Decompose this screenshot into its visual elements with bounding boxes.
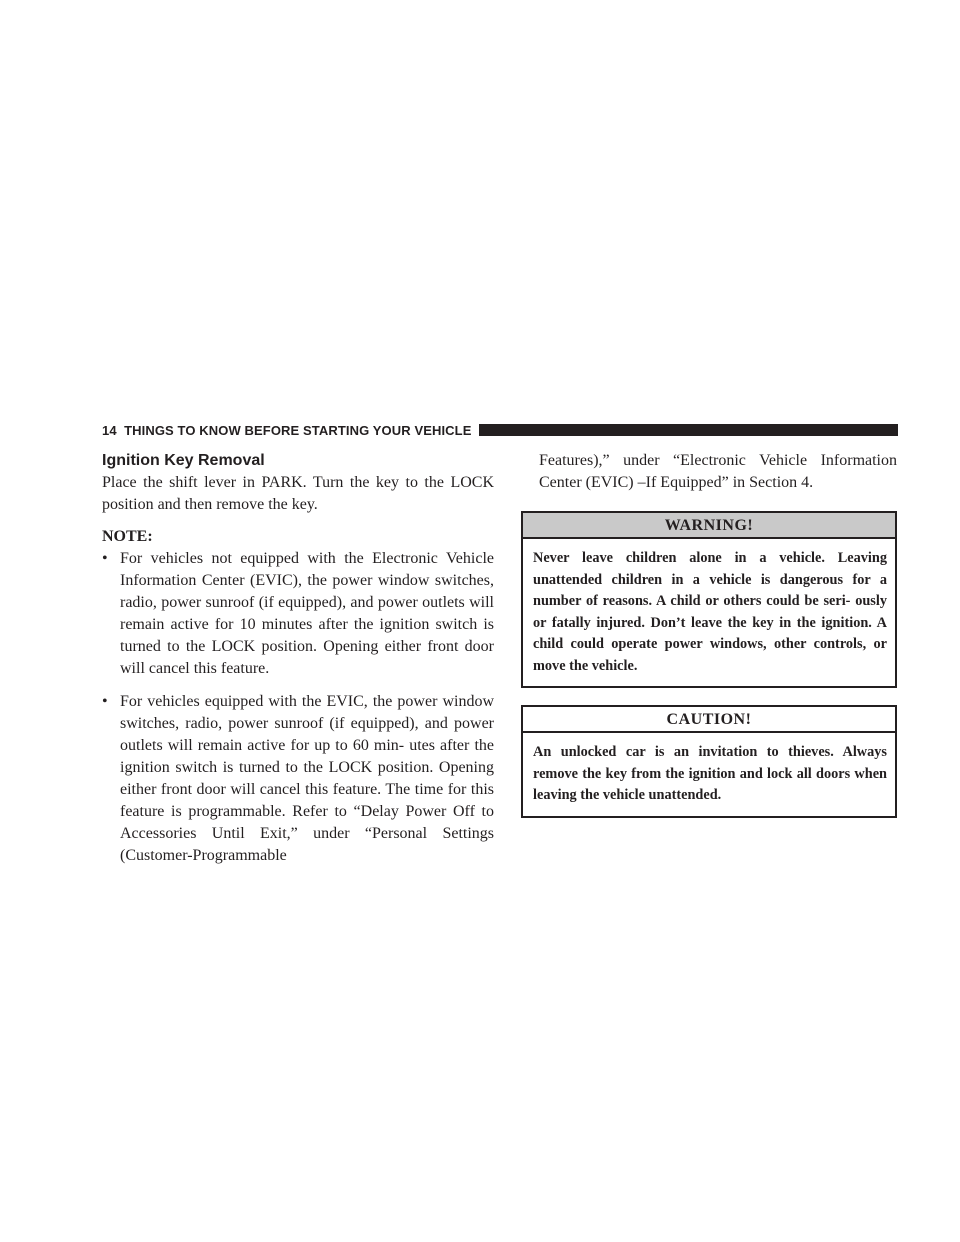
intro-paragraph: Place the shift lever in PARK. Turn the key to the LOCK position and then remove the key. (102, 474, 494, 513)
warning-title: WARNING! (523, 513, 895, 539)
bullet-text: For vehicles not equipped with the Electronic Vehicle Information Center (EVIC), the power window switches, radio, power sunroof (if equipped), and power outlets will remain active for 10 minutes after the ignition switch is turned to the LOCK position. Opening either front door will cancel this feature. (120, 550, 494, 677)
section-heading: Ignition Key Removal (102, 452, 265, 469)
bullet-icon: • (102, 550, 108, 567)
caution-text: An unlocked car is an invitation to thieves. Always remove the key from the ignition and lock all doors when leaving the vehicle unattended. (533, 744, 887, 803)
bullet-item (102, 691, 494, 867)
running-header (102, 421, 898, 439)
warning-text: Never leave children alone in a vehicle. Leaving unattended children in a vehicle is dangerous for a number of reasons. A child or others could be seri- ously or fatally injured. Don’t leave the key in the ignition. A child could operate power windows, other controls, or move the vehicle. (533, 550, 887, 674)
caution-title: CAUTION! (523, 707, 895, 733)
bullet-icon: • (102, 693, 108, 710)
bullet-item (102, 548, 494, 680)
right-column (521, 450, 897, 818)
left-column (102, 450, 494, 867)
page-number: 14 (102, 422, 117, 438)
page-header-text (102, 423, 471, 438)
continued-text: Features),” under “Electronic Vehicle Information Center (EVIC) –If Equipped” in Section 4. (539, 452, 897, 491)
caution-box (521, 705, 897, 818)
bullet-text: For vehicles equipped with the EVIC, the power window switches, radio, power sunroof (if equipped), and power outlets will remain active for up to 60 min- utes after the ignition switch is turned to the LOCK position. Opening either front door will cancel this feature. The time for this feature is programmable. Refer to “Delay Power Off to Accessories Until Exit,” under “Personal Settings (Customer-Programmable (120, 693, 494, 864)
note-label: NOTE: (102, 528, 153, 545)
header-rule (479, 424, 898, 436)
warning-box (521, 511, 897, 688)
chapter-title: THINGS TO KNOW BEFORE STARTING YOUR VEHICLE (124, 422, 472, 438)
